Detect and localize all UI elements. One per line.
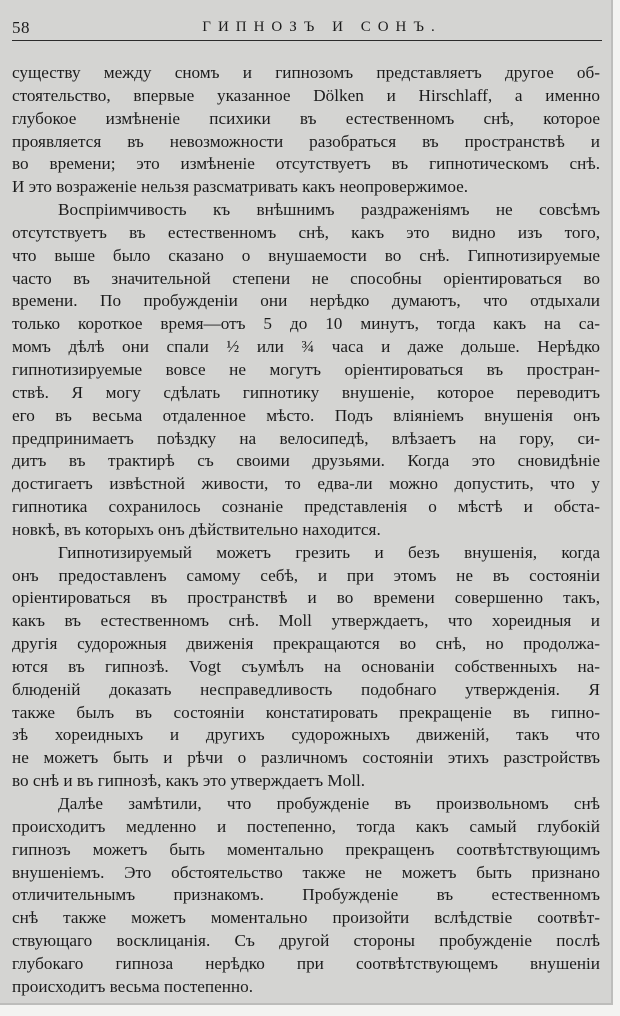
text-line: также былъ въ состояніи констатировать прекращеніе въ гипно- <box>12 702 600 722</box>
text-line: не можетъ быть и рѣчи о различномъ состояніи этихъ разстройствъ <box>12 748 600 768</box>
text-line: онъ предоставленъ самому себѣ, и при этомъ не въ состояніи <box>12 565 600 585</box>
text-line: только короткое время—отъ 5 до 10 минутъ, тогда какъ на са- <box>12 314 600 334</box>
text-line: глубокое измѣненіе психики въ естественномъ снѣ, которое <box>12 108 600 128</box>
text-line: снѣ также можетъ моментально произойти вслѣдствіе соотвѣт- <box>12 908 600 928</box>
text-line: существу между сномъ и гипнозомъ представляетъ другое об- <box>12 63 600 82</box>
text-line: ются въ гипнозѣ. Vogt съумѣлъ на основаніи собственныхъ на- <box>12 656 600 676</box>
text-line: гипнозъ можетъ быть моментально прекращенъ соотвѣтствующимъ <box>12 839 600 859</box>
paragraph <box>12 199 600 542</box>
text-line: оріентироваться въ пространствѣ и во времени совершенно такъ, <box>12 588 600 608</box>
text-line: зѣ хореидныхъ и другихъ судорожныхъ движеній, такъ что <box>12 725 600 745</box>
text-line: во времени; это измѣненіе отсутствуетъ въ гипнотическомъ снѣ. <box>12 154 600 174</box>
text-line: И это возраженіе нельзя разсматривать какъ неопровержимое. <box>12 177 469 197</box>
text-line: предпринимаетъ поѣздку на велосипедѣ, влѣзаетъ на гору, си- <box>12 428 600 448</box>
text-line: проявляется въ невозможности разобраться въ пространствѣ и <box>12 131 600 151</box>
text-line: какъ въ естественномъ снѣ. Moll утверждаетъ, что хореидныя и <box>12 611 600 631</box>
text-line: часто въ значительной степени не способны оріентироваться во <box>12 268 600 288</box>
text-line: стоятельство, впервые указанное Dölken и Hirschlaff, а именно <box>12 85 600 105</box>
text-line: гипнотизируемые вовсе не могутъ оріентироваться въ простран- <box>12 359 600 379</box>
text-line: во снѣ и въ гипнозѣ, какъ это утверждаетъ Moll. <box>12 771 366 791</box>
text-line: что выше было сказано о внушаемости во снѣ. Гипнотизируемые <box>12 245 600 265</box>
text-line: внушеніемъ. Это обстоятельство также не можетъ быть признано <box>12 862 600 882</box>
text-line: происходитъ медленно и постепенно, тогда какъ самый глубокій <box>12 816 600 836</box>
body-text <box>12 62 600 999</box>
text-line: Воспріимчивость къ внѣшнимъ раздраженіямъ не совсѣмъ <box>58 200 600 220</box>
text-line: ствѣ. Я могу сдѣлать гипнотику внушеніе, которое переводитъ <box>12 382 600 402</box>
paragraph <box>12 793 600 999</box>
text-line: Гипнотизируемый можетъ грезить и безъ внушенія, когда <box>58 542 600 562</box>
page-header <box>12 16 602 41</box>
running-title: ГИПНОЗЪ И СОНЪ. <box>202 19 442 35</box>
text-line: его въ весьма отдаленное мѣсто. Подъ вліяніемъ внушенія онъ <box>12 405 600 425</box>
text-line: ствующаго восклицанія. Съ другой стороны пробужденіе послѣ <box>12 931 600 951</box>
text-line: отличительнымъ признакомъ. Пробужденіе въ естественномъ <box>12 885 600 905</box>
text-line: гипнотика сохранилось сознаніе представленія о мѣстѣ и обста- <box>12 497 600 517</box>
page-number: 58 <box>12 18 30 37</box>
text-line: глубокаго гипноза нерѣдко при соотвѣтствующемъ внушеніи <box>12 953 600 973</box>
text-line: другія судорожныя движенія прекращаются во снѣ, но продолжа- <box>12 634 600 654</box>
text-line: происходитъ весьма постепенно. <box>12 976 253 996</box>
text-line: новкѣ, въ которыхъ онъ дѣйствительно находится. <box>12 519 381 539</box>
paragraph <box>12 542 600 793</box>
text-line: достигаетъ извѣстной живости, то едва-ли можно допустить, что у <box>12 474 600 494</box>
text-line: блюденій доказать несправедливость подобнаго утвержденія. Я <box>12 679 600 699</box>
text-line: дитъ въ трактирѣ съ своими друзьями. Когда это сновидѣніе <box>12 451 600 471</box>
text-line: Далѣе замѣтили, что пробужденіе въ произвольномъ снѣ <box>58 794 600 813</box>
paragraph <box>12 62 600 199</box>
text-line: отсутствуетъ въ естественномъ снѣ, какъ это видно изъ того, <box>12 222 600 242</box>
text-line: времени. По пробужденіи они нерѣдко думаютъ, что отдыхали <box>12 291 600 311</box>
text-line: момъ дѣлѣ они спали ½ или ¾ часа и даже дольше. Нерѣдко <box>12 337 600 357</box>
